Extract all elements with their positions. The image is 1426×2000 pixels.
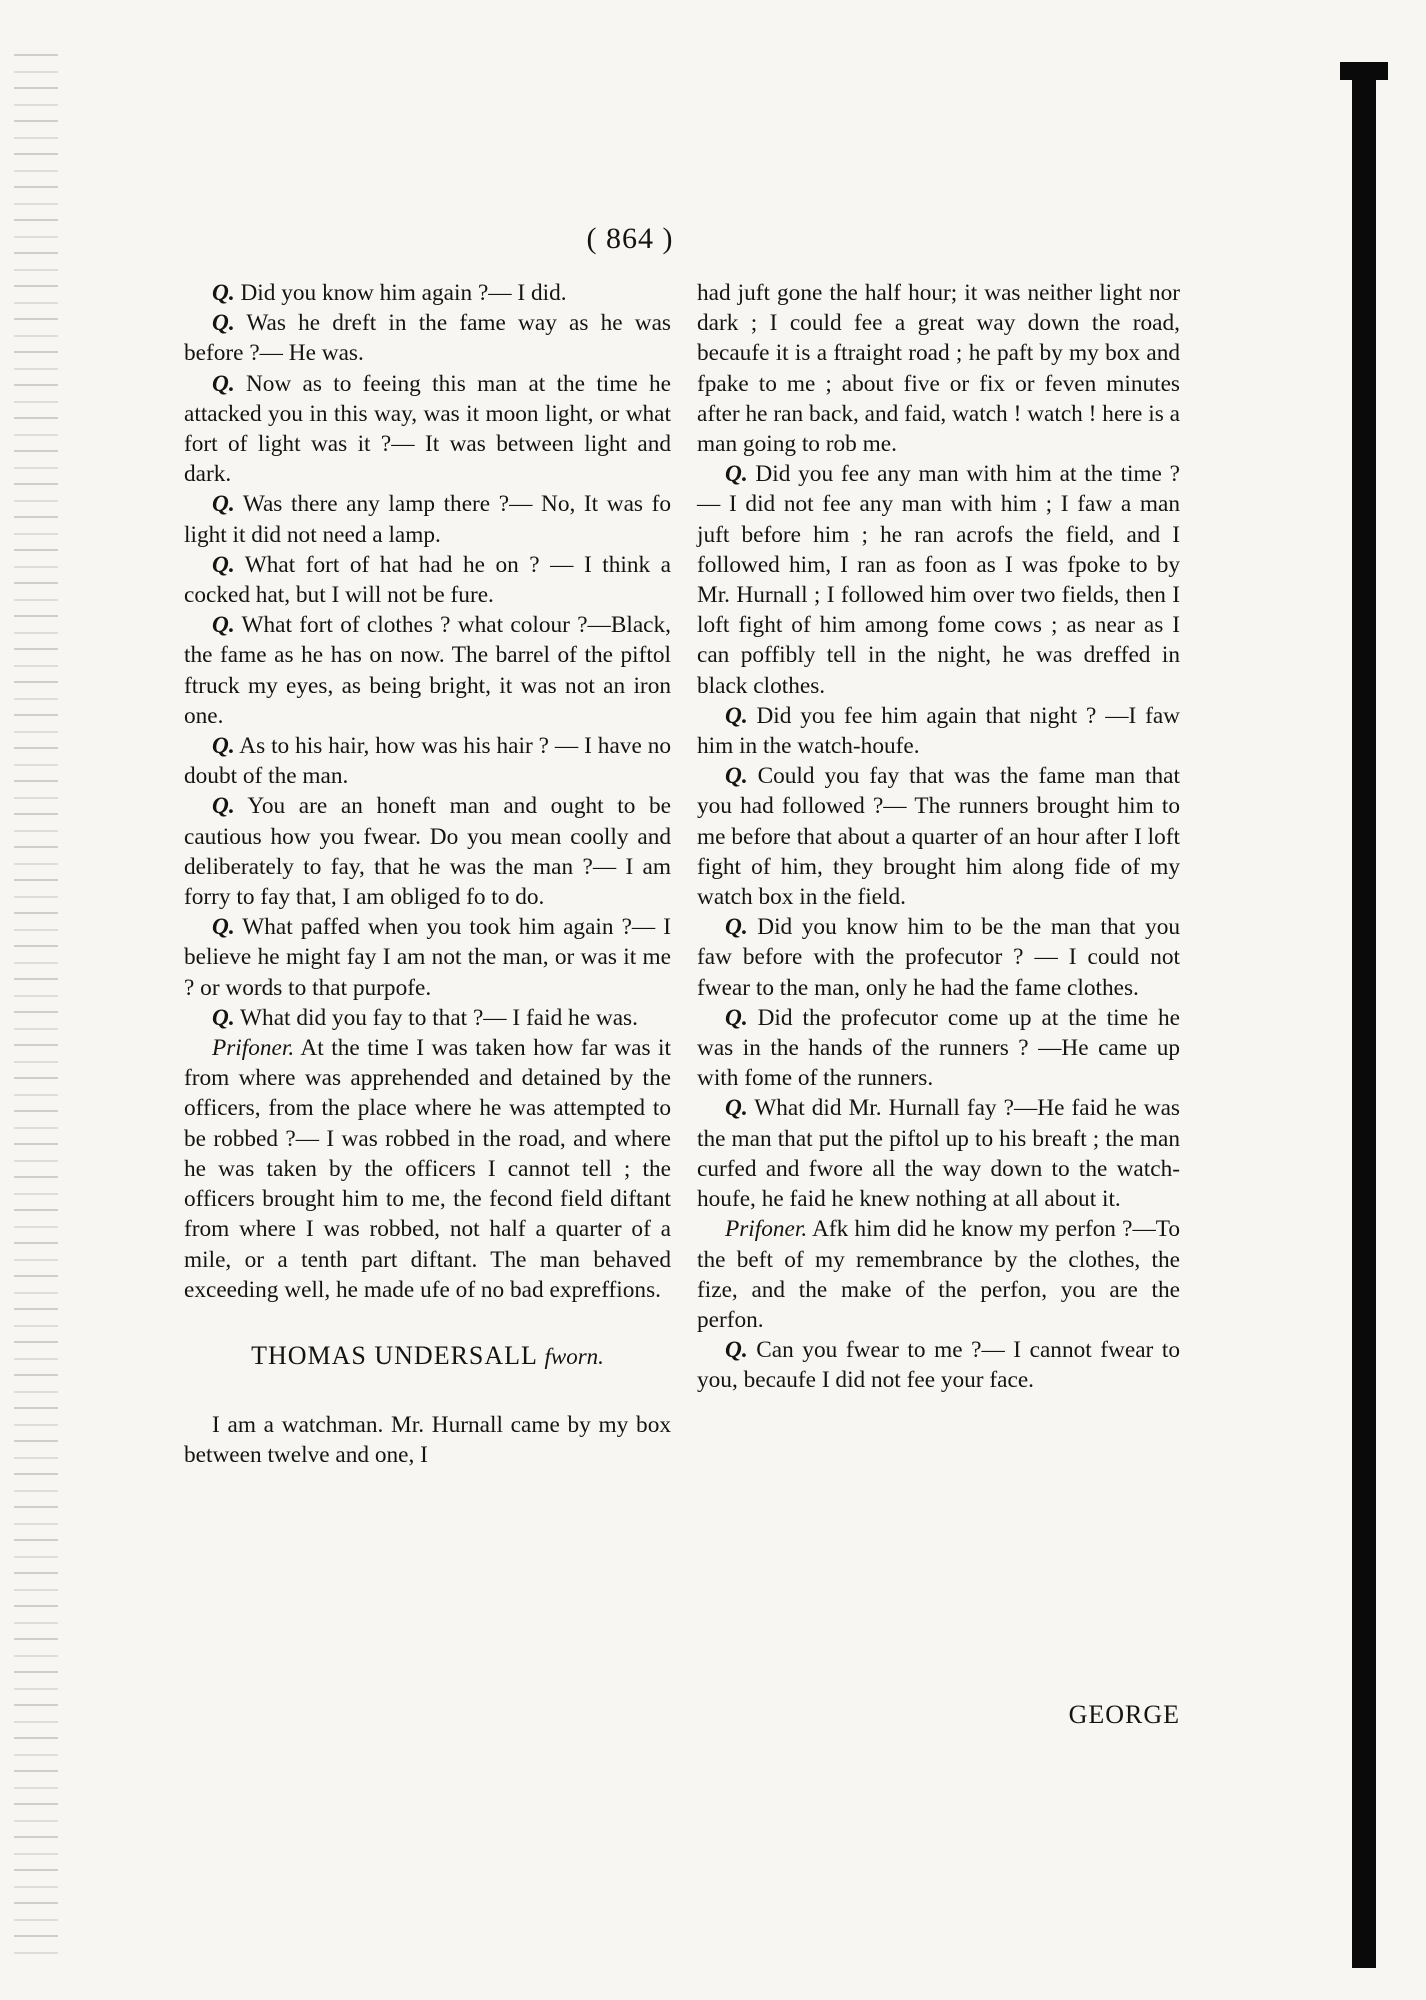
witness-name: THOMAS UNDERSALL [251,1340,537,1370]
right-column-paragraph [697,761,1180,912]
paragraph-text: had juft gone the half hour; it was neither light nor dark ; I could fee a great way down the road, becaufe it is a ftraight road ; he paft by my box and fpake to me ; about five or fix or feven minutes after he ran back, and faid, watch ! watch ! here is a man going to rob me. [697,280,1180,458]
paragraph-text: What did you fay to that ?— I faid he was. [234,1004,638,1031]
right-column-paragraph [697,1335,1180,1395]
paragraph-text: Was there any lamp there ?— No, It was fo light it did not need a lamp. [184,491,671,548]
right-column-paragraph [697,1214,1180,1335]
left-column-paragraph [184,1003,671,1033]
paragraph-text: Afk him did he know my perfon ?—To the beft of my remembrance by the clothes, the fize, and the make of the perfon, you are the perfon. [697,1216,1180,1333]
left-column-paragraph [184,731,671,791]
left-column-paragraphs [184,278,671,1305]
question-marker: Q. [725,1337,748,1364]
paragraph-text: Did you know him to be the man that you faw before with the profecutor ? — I could not fwear to the man, only he had the fame clothes. [697,914,1180,1001]
question-marker: Q. [212,612,235,639]
paragraph-text: As to his hair, how was his hair ? — I have no doubt of the man. [184,733,671,790]
question-marker: Q. [212,310,235,337]
left-column-paragraph [184,550,671,610]
paragraph-text: Was he dreft in the fame way as he was before ?— He was. [184,310,671,367]
left-column-paragraph [184,369,671,490]
right-column-paragraph [697,278,1180,459]
catchword: GEORGE [1068,1700,1180,1729]
paragraph-text: Did the profecutor come up at the time he was in the hands of the runners ? —He came up with fome of the runners. [697,1004,1180,1092]
question-marker: Q. [212,733,235,760]
right-column-paragraph [697,912,1180,1003]
right-column-paragraph [697,1003,1180,1094]
question-marker: Q. [725,1095,748,1122]
paragraph-text: What fort of hat had he on ? — I think a cocked hat, but I will not be fure. [184,551,671,609]
left-column-paragraph [184,489,671,549]
right-column-paragraph [697,1093,1180,1214]
right-column-paragraphs [697,278,1180,1396]
right-column-paragraph [697,459,1180,701]
paragraph-text: Now as to feeing this man at the time he attacked you in this way, was it moon light, or what fort of light was it ?— It was between light and dark. [184,370,671,488]
paragraph-text: You are an honeft man and ought to be cautious how you fwear. Do you mean coolly and deliberately to fay, that he was the man ?— I am forry to fay that, I am obliged fo to do. [184,793,671,911]
question-marker: Q. [725,914,748,941]
speaker-label: Prifoner. [725,1216,808,1243]
paragraph-text: Did you fee any man with him at the time ?— I did not fee any man with him ; I faw a man juft before him ; he ran acrofs the field, and I followed him, I ran as foon as I was fpoke to by Mr. Hurnall ; I followed him over two fields, then I loft fight of him among fome cows ; as near as I can poffibly tell in the night, he was dreffed in black clothes. [697,461,1180,699]
question-marker: Q. [212,370,235,397]
question-marker: Q. [725,763,748,790]
question-marker: Q. [725,702,748,729]
paragraph-text: Can you fwear to me ?— I cannot fwear to you, becaufe I did not fee your face. [697,1337,1180,1394]
witness-intro: I am a watchman. Mr. Hurnall came by my box between twelve and one, I [184,1412,671,1469]
question-marker: Q. [212,551,235,578]
binding-edge [14,40,58,1960]
witness-heading [184,1341,671,1372]
left-column-paragraph [184,1033,671,1305]
page-edge-shadow [1352,68,1376,1968]
paragraph-text: What paffed when you took him again ?— I believe he might fay I am not the man, or was it me ? or words to that purpofe. [184,914,671,1001]
paragraph-text: At the time I was taken how far was it from where was apprehended and detained by the officers, from the place where he was attempted to be robbed ?— I was robbed in the road, and where he was taken by the officers I cannot tell ; the officers brought him to me, the fecond field diftant from where I was robbed, not half a quarter of a mile, or a tenth part diftant. The man behaved exceeding well, he made ufe of no bad expreffions. [184,1035,671,1303]
paragraph-text: What did Mr. Hurnall fay ?—He faid he was the man that put the piftol up to his breaft ; the man curfed and fwore all the way down to the watch-houfe, he faid he knew nothing at all about it. [697,1095,1180,1213]
witness-sworn: fworn. [544,1343,604,1369]
question-marker: Q. [212,914,235,941]
right-column-paragraph [697,701,1180,761]
right-column [697,278,1180,1396]
left-column-paragraph [184,791,671,912]
paragraph-text: Could you fay that was the fame man that you had followed ?— The runners brought him to me before that about a quarter of an hour after I loft fight of him, they brought him along fide of my watch box in the field. [697,763,1180,911]
question-marker: Q. [212,793,235,820]
speaker-label: Prifoner. [212,1035,295,1062]
left-column-paragraph [184,278,671,308]
paragraph-text: Did you know him again ?— I did. [234,280,567,306]
page-number: ( 864 ) [586,222,674,255]
left-column [184,278,671,1471]
question-marker: Q. [212,1004,235,1031]
question-marker: Q. [725,461,748,488]
left-column-paragraph [184,308,671,368]
question-marker: Q. [212,280,235,306]
question-marker: Q. [725,1004,748,1031]
paragraph-text: What fort of clothes ? what colour ?—Black, the fame as he has on now. The barrel of the piftol ftruck my eyes, as being bright, it was not an iron one. [184,612,671,729]
left-column-paragraph [184,912,671,1003]
question-marker: Q. [212,491,235,518]
left-column-paragraph [184,610,671,731]
paragraph-text: Did you fee him again that night ? —I faw him in the watch-houfe. [697,702,1180,760]
